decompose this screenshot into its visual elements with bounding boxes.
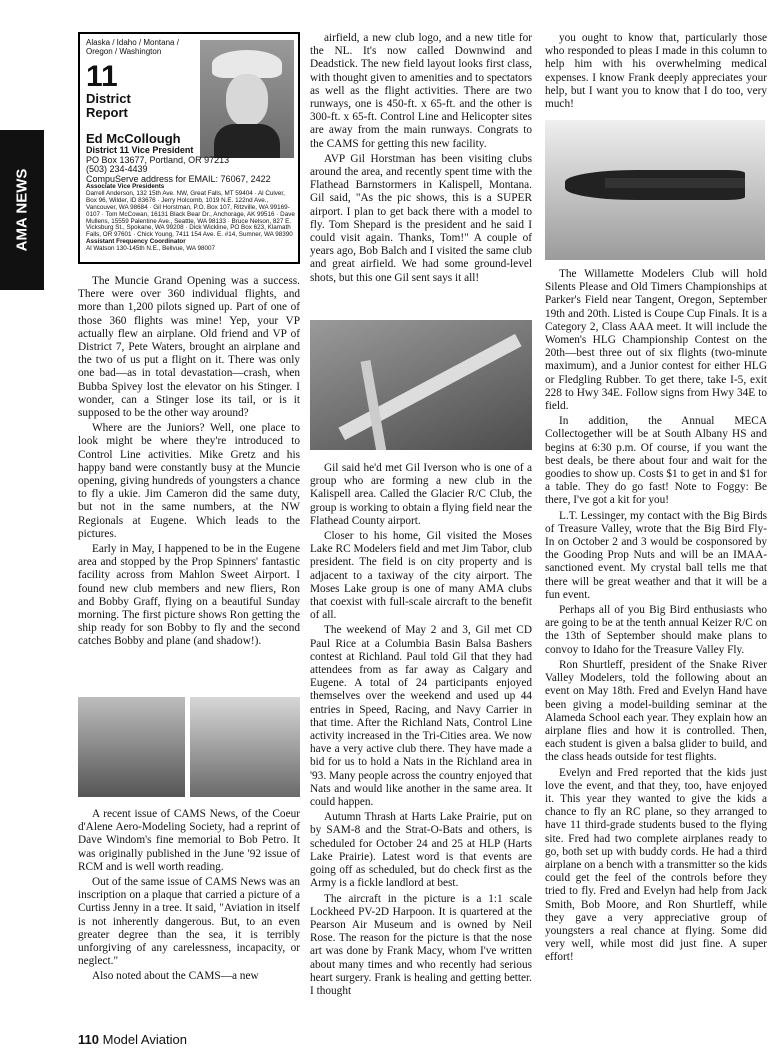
photo-airfield <box>310 320 532 450</box>
photo-bobby-plane <box>190 697 300 797</box>
district-title: District Report <box>86 91 131 120</box>
section-tab: AMA NEWS <box>0 130 44 290</box>
states: Alaska / Idaho / Montana / Oregon / Washington <box>86 38 179 56</box>
associate-vps: Associate Vice Presidents Darrell Anderson, 132 15th Ave. NW, Great Falls, MT 59404 · Al Culver, Box 96, Wilder, ID 83676 · Jerry Holcomb, 1019 N.E. 122nd Ave., Vancouver, WA 98684 · Gil Horstman, P.O. Box 107, Ritzville, WA 99169-0107 · Tom McCowan, 16131 Black Bear Dr., Anchorage, AK 99516 · Dave Mullens, 15559 Palentine Ave., Seattle, WA 98133 · Bruce Nelson, 827 E. Vicksburg St., Spokane, WA 99208 · Dick Wickline, PO Box 623, Klamath Falls, OR 97601 · Chick Young, 7411 154 Ave. E. #14, Sumner, WA 98390 Assistant Frequency Coordinator Al Watson 130-145th N.E., Bellvue, WA 98007 <box>86 183 295 253</box>
column-1: The Muncie Grand Opening was a success. There were over 360 individual flights, and more than 1,200 pilots signed up. Part of one of those 360 flights was mine! Yep, your VP actually flew an airplane. Old friend and VP of District 7, Pete Waters, brought an airplane and the two of us put a flight on it. There was only one bad—as in total devastation—crash, when Bubba Spivey lost the elevator on his Stinger. I wonder, can a Stinger lose its tail, or is it supposed to be the other way around? Where are the Juniors? Well, one place to look might be where they're introduced to Control Line activities. Mike Gretz and his happy band were constantly busy at the Muncie opening, giving hundreds of youngsters a chance to fly a ukie. Jim Cameron did the same duty, but not in the same numbers, at the NW Regionals at Eugene. Which leads to the pictures. Early in May, I happened to be in the Eugene area and stopped by the Prop Spinners' fantastic facility across from Mahlon Sweet Airport. I found new club members and new fliers, Ron and Bobby Graff, flying on a beautiful Sunday morning. The first picture shows Ron getting the ship ready for son Bobby to fly and the second catches Bobby and plane (and shadow!). <box>78 275 300 648</box>
column-2-lower: Gil said he'd met Gil Iverson who is one of a group who are forming a new club in the Kalispell area. Called the Glacier R/C Club, the group is working to obtain a flying field near the Flathead County airport. Closer to his home, Gil visited the Moses Lake RC Modelers field and met Jim Tabor, club president. The field is on city property and is adjacent to a taxiway of the city airport. The Moses Lake group is one of many AMA clubs that coexist with full-scale aircraft to the benefit of all. The weekend of May 2 and 3, Gil met CD Paul Rice at a Columbia Basin Balsa Bashers contest at Richland. Paul told Gil that they had attendees from as far away as Calgary and Eugene. A total of 24 participants enjoyed themselves over the weekend and used up 44 entries in Speed, Racing, and Navy Carrier in that time. After the Richland Nats, Control Line activity increased in the Tri-Cities area. We now have a very active club there. They have made a bid for us to hold a Nats in the Richland area in '93. Many people across the country enjoyed that Nats and would like another in the same area. It could happen. Autumn Thrash at Harts Lake Prairie, put on by SAM-8 and the Strat-O-Bats and others, is scheduled for October 24 and 25 at HLP (Harts Lake Prairie). Latest word is that events are going off as scheduled, but do check first as the Army is a fickle landlord at best. The aircraft in the picture is a 1:1 scale Lockheed PV-2D Harpoon. It is quartered at the Pearson Air Museum and is owned by Neil Rose. The reason for the picture is that the nose art was done by Frank Macy, whom I've written about many times and who recently had serious heart surgery. Frank is healing and getting better. I thought <box>310 462 532 997</box>
column-2: airfield, a new club logo, and a new title for the NL. It's now called Downwind and Deadstick. The new field layout looks first class, with thought given to amenities and to spectators as well as the flight activities. There are two runways, one is 450-ft. x 65-ft. and the other is 300-ft. x 65-ft. Control Line and Helicopter sites are away from the main runways. Congrats to the CAMS for getting this new facility. AVP Gil Horstman has been visiting clubs around the area, and recently spent time with the Flathead Barnstormers in Kalispell, Montana. Gil said, "As the pic shows, this is a SUPER airport. I plan to get back there with a model to fly. Tom Shepard is the president and he said I could visit again. Thanks, Tom!" A couple of years ago, Bob Balch and I visited the same club and great airfield. We had some ground-level shots, but this one Gil sent says it all! <box>310 32 532 284</box>
photo-ron-graff <box>78 697 185 797</box>
photo-harpoon <box>545 120 765 260</box>
district-header <box>78 32 300 264</box>
column-3: you ought to know that, particularly those who responded to pleas I made in this column to help him with his overwhelming medical expenses. I know Frank deeply appreciates your help, but I want you to know that I do too, very much! <box>545 32 767 111</box>
district-number: 11 <box>86 60 118 93</box>
column-3-lower: The Willamette Modelers Club will hold Silents Please and Old Timers Championships at Parker's Field near Tangent, Oregon, September 19th and 20th. Listed is Coupe Cup Finals. It is a Category 2, Class AAA meet. It will include the Women's HLG Championship Contest on the 20th—best three out of six flights (two-minute maximum), and a Junior contest for either HLG or Fledgling Rubber. To get there, take I-5, exit 228 to Hwy 34E. Follow signs from Hwy 34E to field. In addition, the Annual MECA Collectogether will be at South Albany HS and begins at 6:30 p.m. Of course, if you want the best deals, be there about four and wait for the goodies to show up. Costs $1 to get in and $1 for a table. They do go fast! Note to Foggy: Be there, I've got a kit for you! L.T. Lessinger, my contact with the Big Birds of Treasure Valley, wrote that the Big Bird Fly-In on October 2 and 3 would be cosponsored by the Gooding Prop Nuts and will be an IMAA-sanctioned event. My crystal ball tells me that there will be great weather and that it will be a fun event. Perhaps all of you Big Bird enthusiasts who are going to be at the tenth annual Keizer R/C on the 13th of September should make plans to convoy to Idaho for the Treasure Valley Fly. Ron Shurtleff, president of the Snake River Valley Modelers, told the following about an event on May 18th. Fred and Evelyn Hand have been giving a model-building seminar at the Alameda School each year. They explain how an airplane flies and how it is controlled. Then, each student is given a balsa glider to build, and the class heads outside for test flights. Evelyn and Fred reported that the kids just love the event, and that they, too, have enjoyed it. This year they wanted to give the kids a chance to fly an RC plane, so they arranged to have 11 third-grade students bused to the flying site. Fred had two complete airplanes ready to go, both set up with buddy cords. He had a third airplane on a bench with a transmitter so the kids could get the feel of the controls before they tried to fly. Fred and Evelyn had help from Jack Smith, Bob Moore, and Ron Shurtleff, while they gave a very appreciative group of youngsters a real chance at flying. Some did very well, while most did just fine. A super effort! <box>545 268 767 964</box>
vp-info: District 11 Vice President PO Box 13677, Portland, OR 97213 (503) 234-4439 CompuServe address for EMAIL: 76067, 2422 <box>86 145 271 184</box>
portrait-photo <box>200 40 294 158</box>
column-1-lower: A recent issue of CAMS News, of the Coeur d'Alene Aero-Modeling Society, had a reprint of Dave Windom's fine memorial to Bob Petro. It was originally published in the June '92 issue of RCM and is well worth reading. Out of the same issue of CAMS News was an inscription on a plaque that carried a picture of a Curtiss Jenny in a tree. It said, "Aviation in itself is not inherently dangerous. But, to an even greater degree than the sea, it is terribly unforgiving of any carelessness, incapacity, or neglect." Also noted about the CAMS—a new <box>78 808 300 983</box>
page-footer: 110 Model Aviation <box>78 1032 187 1047</box>
vp-name: Ed McCollough <box>86 131 181 146</box>
